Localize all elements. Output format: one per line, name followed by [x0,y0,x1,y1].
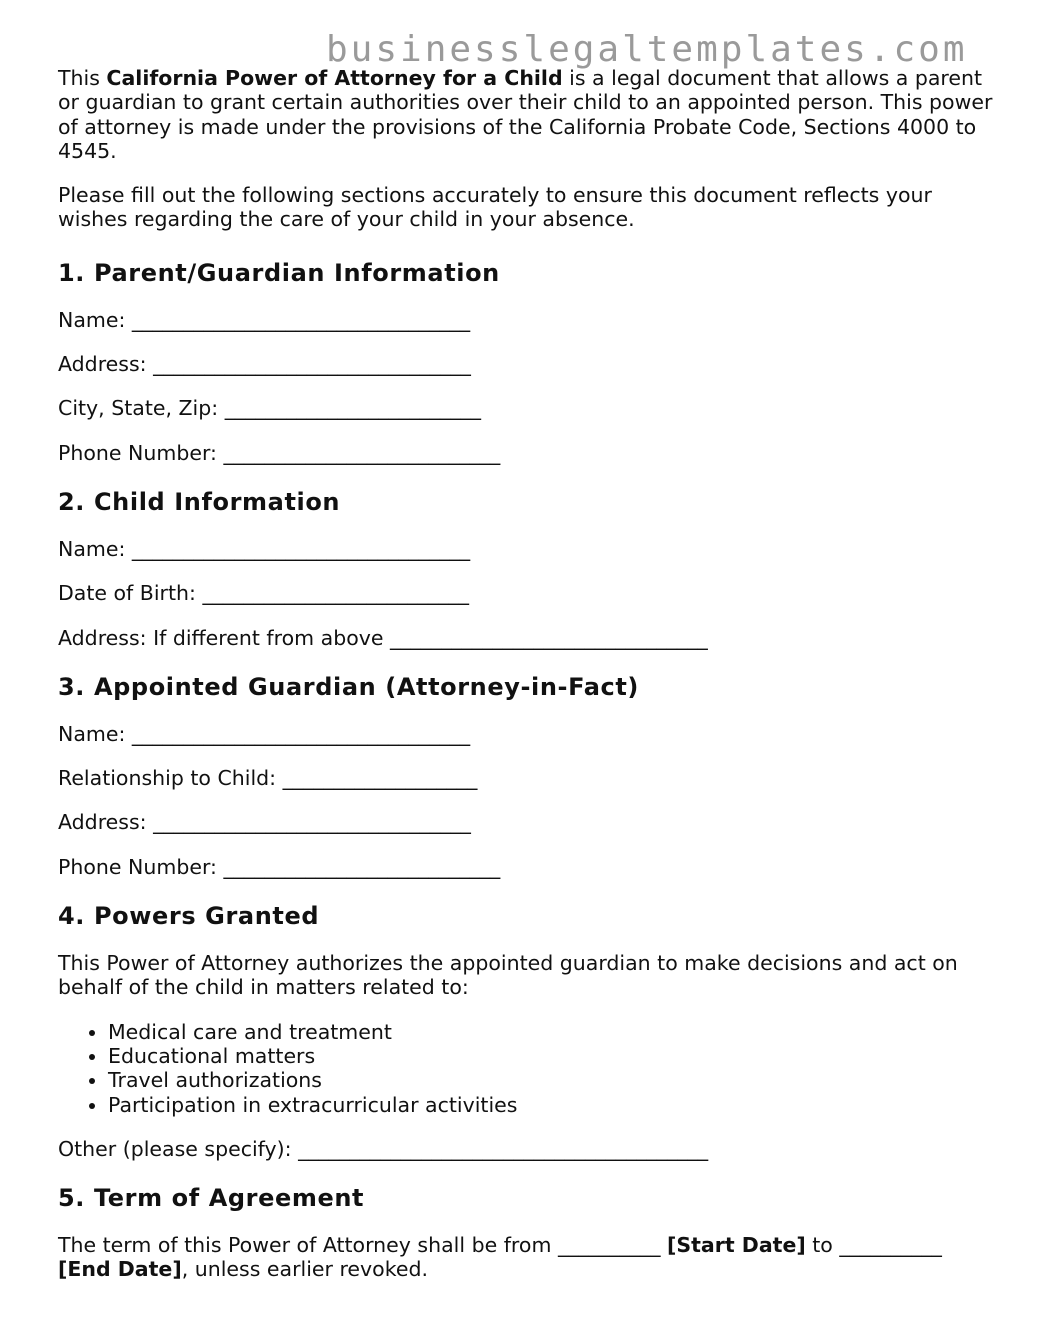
list-item: • Participation in extracurricular activities [108,1093,993,1117]
field-label: Other (please specify): [58,1136,292,1161]
section-4-heading: 4. Powers Granted [58,902,320,931]
field-label: Phone Number: [58,854,217,879]
fill-blank[interactable]: _________________________________ [131,536,471,561]
parent-address-field[interactable] [58,352,993,376]
fill-blank[interactable]: __________________________ [202,581,469,606]
powers-list [58,1020,993,1117]
fill-blank[interactable]: ___________________ [282,766,478,791]
term-prefix: The term of this Power of Attorney shall be from [58,1233,552,1258]
parent-name-field[interactable] [58,308,993,332]
fill-blank[interactable]: _________________________ [224,396,481,421]
intro-prefix: This [58,66,107,90]
start-date-label: [Start Date] [666,1233,806,1258]
field-label: Relationship to Child: [58,766,277,791]
parent-city-state-zip-field[interactable] [58,396,993,420]
term-suffix: , unless earlier revoked. [181,1257,429,1282]
field-label: Date of Birth: [58,581,196,606]
list-item: • Educational matters [108,1044,993,1068]
guardian-relationship-field[interactable] [58,766,993,790]
fill-blank[interactable]: _______________________________ [153,352,471,377]
term-paragraph [58,1233,993,1282]
fill-blank[interactable]: ________________________________________ [298,1136,709,1161]
parent-phone-field[interactable] [58,441,993,465]
to-word: to [812,1233,833,1258]
instructions-paragraph: Please fill out the following sections accurately to ensure this document reflects your wishes regarding the care of your child in your absence. [58,183,932,232]
watermark: businesslegaltemplates.com [326,29,968,70]
other-powers-field[interactable] [58,1137,993,1161]
section-5-heading: 5. Term of Agreement [58,1184,365,1213]
child-dob-field[interactable] [58,581,993,605]
section-2-heading: 2. Child Information [58,487,341,516]
list-item: • Travel authorizations [108,1068,993,1092]
field-label: Name: [58,721,126,746]
guardian-phone-field[interactable] [58,855,993,879]
field-label: Address: [58,810,147,835]
guardian-address-field[interactable] [58,810,993,834]
fill-blank[interactable]: _________________________________ [131,307,471,332]
document-page [58,66,993,1282]
end-date-label: [End Date] [58,1257,182,1282]
start-date-blank[interactable]: __________ [557,1233,661,1258]
field-label: Name: [58,307,126,332]
intro-suffix: is a legal document that allows a parent or guardian to grant certain authorities over their child to an appointed person. This power of attorney is made under the provisions of the California Probate Code, Sections 4000 to 4545. [58,66,993,163]
field-label: Address: If different from above [58,625,384,650]
powers-paragraph: This Power of Attorney authorizes the appointed guardian to make decisions and act on behalf of the child in matters related to: [58,951,958,1000]
document-title: California Power of Attorney for a Child [106,66,563,90]
intro-paragraph [58,66,993,163]
fill-blank[interactable]: ___________________________ [223,854,501,879]
guardian-name-field[interactable] [58,722,993,746]
child-name-field[interactable] [58,537,993,561]
fill-blank[interactable]: _________________________________ [131,721,471,746]
list-item: • Medical care and treatment [108,1020,993,1044]
field-label: Phone Number: [58,440,217,465]
end-date-blank[interactable]: __________ [839,1233,942,1258]
fill-blank[interactable]: _______________________________ [153,810,471,835]
field-label: City, State, Zip: [58,396,219,421]
fill-blank[interactable]: _______________________________ [390,625,708,650]
field-label: Name: [58,536,126,561]
field-label: Address: [58,352,147,377]
fill-blank[interactable]: ___________________________ [223,440,501,465]
child-address-field[interactable] [58,626,993,650]
section-3-heading: 3. Appointed Guardian (Attorney-in-Fact) [58,672,639,701]
section-1-heading: 1. Parent/Guardian Information [58,258,500,287]
